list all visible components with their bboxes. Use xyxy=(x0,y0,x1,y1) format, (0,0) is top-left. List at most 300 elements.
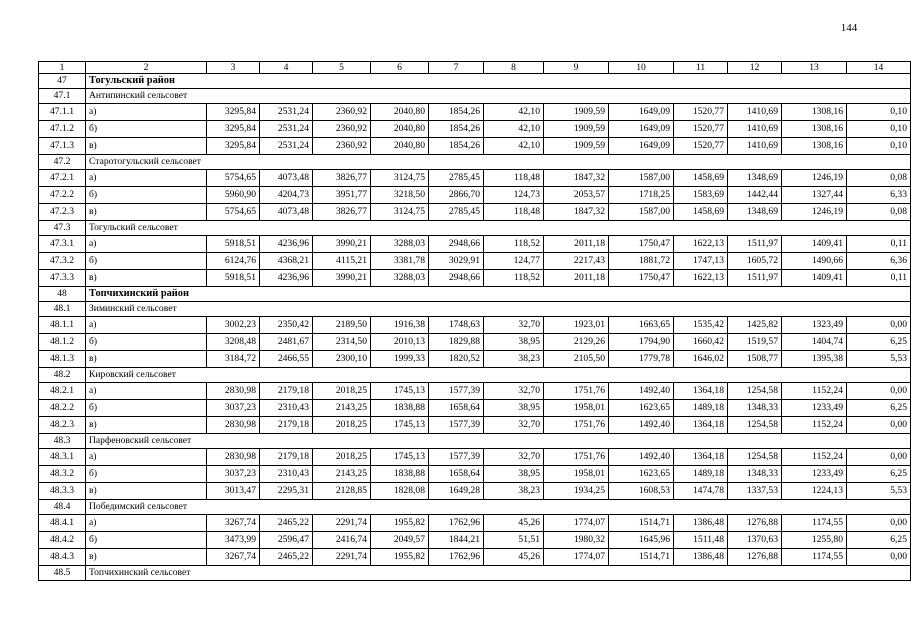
row-label: а) xyxy=(86,449,207,466)
value-cell: 1308,16 xyxy=(782,104,847,121)
value-cell: 1750,47 xyxy=(609,270,674,287)
value-cell: 2785,45 xyxy=(429,170,484,187)
value-cell: 1458,69 xyxy=(674,170,728,187)
value-cell: 1854,26 xyxy=(429,121,484,138)
value-cell: 3124,75 xyxy=(371,170,429,187)
value-cell: 1519,57 xyxy=(728,334,782,351)
value-cell: 1520,77 xyxy=(674,121,728,138)
table-body xyxy=(39,62,911,581)
value-cell: 3295,84 xyxy=(207,138,260,155)
value-cell: 1587,00 xyxy=(609,170,674,187)
value-cell: 1489,18 xyxy=(674,400,728,417)
value-cell: 42,10 xyxy=(484,121,544,138)
value-cell: 3208,48 xyxy=(207,334,260,351)
value-cell: 0,08 xyxy=(847,170,911,187)
value-cell: 1535,42 xyxy=(674,317,728,334)
value-cell: 2465,22 xyxy=(260,515,313,532)
table-row xyxy=(39,104,911,121)
value-cell: 45,26 xyxy=(484,515,544,532)
value-cell: 1660,42 xyxy=(674,334,728,351)
value-cell: 6,33 xyxy=(847,187,911,204)
value-cell: 1404,74 xyxy=(782,334,847,351)
header-cell: 12 xyxy=(728,62,782,74)
header-cell: 4 xyxy=(260,62,313,74)
value-cell: 1747,13 xyxy=(674,253,728,270)
value-cell: 1649,09 xyxy=(609,121,674,138)
value-cell: 1658,64 xyxy=(429,466,484,483)
value-cell: 1608,53 xyxy=(609,483,674,500)
value-cell: 1577,39 xyxy=(429,417,484,434)
row-label: б) xyxy=(86,466,207,483)
value-cell: 3218,50 xyxy=(371,187,429,204)
value-cell: 1386,48 xyxy=(674,549,728,566)
value-cell: 2360,92 xyxy=(313,121,371,138)
row-number: 48.3.3 xyxy=(39,483,86,500)
row-label: в) xyxy=(86,549,207,566)
value-cell: 3013,47 xyxy=(207,483,260,500)
value-cell: 3288,03 xyxy=(371,236,429,253)
table-row xyxy=(39,400,911,417)
value-cell: 4204,73 xyxy=(260,187,313,204)
value-cell: 1847,32 xyxy=(544,170,609,187)
value-cell: 1745,13 xyxy=(371,417,429,434)
row-label: б) xyxy=(86,187,207,204)
value-cell: 0,00 xyxy=(847,449,911,466)
value-cell: 1410,69 xyxy=(728,104,782,121)
value-cell: 2010,13 xyxy=(371,334,429,351)
value-cell: 6,25 xyxy=(847,466,911,483)
district-name: Топчихинский район xyxy=(86,287,911,302)
value-cell: 2948,66 xyxy=(429,270,484,287)
value-cell: 1425,82 xyxy=(728,317,782,334)
table-row xyxy=(39,236,911,253)
council-row xyxy=(39,434,911,449)
council-name: Антипинский сельсовет xyxy=(86,89,911,104)
value-cell: 1474,78 xyxy=(674,483,728,500)
district-number: 47 xyxy=(39,74,86,89)
value-cell: 1750,47 xyxy=(609,236,674,253)
value-cell: 2018,25 xyxy=(313,383,371,400)
value-cell: 1663,65 xyxy=(609,317,674,334)
value-cell: 5918,51 xyxy=(207,270,260,287)
row-number: 48.4.3 xyxy=(39,549,86,566)
table-row xyxy=(39,138,911,155)
value-cell: 38,95 xyxy=(484,400,544,417)
value-cell: 1511,48 xyxy=(674,532,728,549)
header-cell: 7 xyxy=(429,62,484,74)
value-cell: 3826,77 xyxy=(313,204,371,221)
value-cell: 4236,96 xyxy=(260,270,313,287)
value-cell: 5754,65 xyxy=(207,170,260,187)
row-label: а) xyxy=(86,236,207,253)
value-cell: 1348,69 xyxy=(728,170,782,187)
value-cell: 2011,18 xyxy=(544,236,609,253)
value-cell: 1276,88 xyxy=(728,515,782,532)
row-label: в) xyxy=(86,483,207,500)
value-cell: 0,00 xyxy=(847,515,911,532)
district-row xyxy=(39,74,911,89)
value-cell: 45,26 xyxy=(484,549,544,566)
value-cell: 118,48 xyxy=(484,204,544,221)
table-row xyxy=(39,449,911,466)
value-cell: 1490,66 xyxy=(782,253,847,270)
value-cell: 2189,50 xyxy=(313,317,371,334)
value-cell: 2143,25 xyxy=(313,466,371,483)
value-cell: 32,70 xyxy=(484,449,544,466)
value-cell: 3473,99 xyxy=(207,532,260,549)
value-cell: 3826,77 xyxy=(313,170,371,187)
council-row xyxy=(39,155,911,170)
table-row xyxy=(39,549,911,566)
row-number: 47.1.2 xyxy=(39,121,86,138)
value-cell: 1955,82 xyxy=(371,515,429,532)
value-cell: 3990,21 xyxy=(313,270,371,287)
value-cell: 1348,33 xyxy=(728,466,782,483)
value-cell: 1838,88 xyxy=(371,400,429,417)
row-label: а) xyxy=(86,104,207,121)
value-cell: 2310,43 xyxy=(260,400,313,417)
header-cell: 10 xyxy=(609,62,674,74)
value-cell: 1745,13 xyxy=(371,383,429,400)
row-number: 48.3.2 xyxy=(39,466,86,483)
value-cell: 1174,55 xyxy=(782,549,847,566)
value-cell: 1748,63 xyxy=(429,317,484,334)
value-cell: 1820,52 xyxy=(429,351,484,368)
value-cell: 0,00 xyxy=(847,417,911,434)
value-cell: 1364,18 xyxy=(674,449,728,466)
table-row xyxy=(39,532,911,549)
district-number: 48 xyxy=(39,287,86,302)
value-cell: 2291,74 xyxy=(313,549,371,566)
value-cell: 2179,18 xyxy=(260,449,313,466)
value-cell: 2531,24 xyxy=(260,138,313,155)
value-cell: 1511,97 xyxy=(728,270,782,287)
district-row xyxy=(39,287,911,302)
value-cell: 1348,69 xyxy=(728,204,782,221)
row-number: 48.1.3 xyxy=(39,351,86,368)
value-cell: 32,70 xyxy=(484,317,544,334)
value-cell: 2040,80 xyxy=(371,138,429,155)
value-cell: 118,48 xyxy=(484,170,544,187)
value-cell: 1745,13 xyxy=(371,449,429,466)
council-row xyxy=(39,500,911,515)
row-number: 48.2.2 xyxy=(39,400,86,417)
value-cell: 1909,59 xyxy=(544,138,609,155)
value-cell: 3184,72 xyxy=(207,351,260,368)
value-cell: 1980,32 xyxy=(544,532,609,549)
council-name: Победимский сельсовет xyxy=(86,500,911,515)
table-row xyxy=(39,187,911,204)
row-number: 47.3.2 xyxy=(39,253,86,270)
header-cell: 6 xyxy=(371,62,429,74)
value-cell: 1348,33 xyxy=(728,400,782,417)
council-name: Парфеновский сельсовет xyxy=(86,434,911,449)
table-row xyxy=(39,515,911,532)
value-cell: 2314,50 xyxy=(313,334,371,351)
value-cell: 4368,21 xyxy=(260,253,313,270)
value-cell: 118,52 xyxy=(484,270,544,287)
value-cell: 1934,25 xyxy=(544,483,609,500)
council-number: 48.3 xyxy=(39,434,86,449)
value-cell: 1645,96 xyxy=(609,532,674,549)
page-number: 144 xyxy=(840,22,858,34)
row-number: 47.2.2 xyxy=(39,187,86,204)
value-cell: 2360,92 xyxy=(313,138,371,155)
header-row xyxy=(39,62,911,74)
council-name: Топчихинский сельсовет xyxy=(86,566,911,581)
value-cell: 1337,53 xyxy=(728,483,782,500)
value-cell: 1577,39 xyxy=(429,449,484,466)
table-row xyxy=(39,383,911,400)
value-cell: 1649,09 xyxy=(609,138,674,155)
value-cell: 2785,45 xyxy=(429,204,484,221)
value-cell: 2596,47 xyxy=(260,532,313,549)
row-number: 47.1.1 xyxy=(39,104,86,121)
value-cell: 1762,96 xyxy=(429,549,484,566)
header-cell: 3 xyxy=(207,62,260,74)
value-cell: 1623,65 xyxy=(609,400,674,417)
value-cell: 1511,97 xyxy=(728,236,782,253)
value-cell: 3267,74 xyxy=(207,515,260,532)
value-cell: 1323,49 xyxy=(782,317,847,334)
value-cell: 1395,38 xyxy=(782,351,847,368)
value-cell: 2295,31 xyxy=(260,483,313,500)
value-cell: 1577,39 xyxy=(429,383,484,400)
council-name: Тогульский сельсовет xyxy=(86,221,911,236)
value-cell: 1955,82 xyxy=(371,549,429,566)
value-cell: 2011,18 xyxy=(544,270,609,287)
value-cell: 1605,72 xyxy=(728,253,782,270)
value-cell: 1751,76 xyxy=(544,417,609,434)
value-cell: 5960,90 xyxy=(207,187,260,204)
value-cell: 2300,10 xyxy=(313,351,371,368)
row-number: 48.3.1 xyxy=(39,449,86,466)
value-cell: 1514,71 xyxy=(609,515,674,532)
value-cell: 5754,65 xyxy=(207,204,260,221)
value-cell: 3295,84 xyxy=(207,104,260,121)
value-cell: 4073,48 xyxy=(260,170,313,187)
value-cell: 1587,00 xyxy=(609,204,674,221)
value-cell: 42,10 xyxy=(484,138,544,155)
value-cell: 1233,49 xyxy=(782,466,847,483)
council-row xyxy=(39,566,911,581)
header-cell: 14 xyxy=(847,62,911,74)
table-row xyxy=(39,270,911,287)
value-cell: 0,11 xyxy=(847,236,911,253)
council-row xyxy=(39,221,911,236)
table-row xyxy=(39,170,911,187)
value-cell: 2179,18 xyxy=(260,383,313,400)
row-number: 48.4.1 xyxy=(39,515,86,532)
table-row xyxy=(39,466,911,483)
value-cell: 1152,24 xyxy=(782,417,847,434)
value-cell: 1409,41 xyxy=(782,270,847,287)
row-label: в) xyxy=(86,204,207,221)
value-cell: 0,00 xyxy=(847,549,911,566)
value-cell: 2049,57 xyxy=(371,532,429,549)
value-cell: 1838,88 xyxy=(371,466,429,483)
table-row xyxy=(39,253,911,270)
row-label: а) xyxy=(86,515,207,532)
value-cell: 2830,98 xyxy=(207,449,260,466)
council-name: Зиминский сельсовет xyxy=(86,302,911,317)
value-cell: 0,00 xyxy=(847,383,911,400)
value-cell: 3990,21 xyxy=(313,236,371,253)
value-cell: 1854,26 xyxy=(429,138,484,155)
value-cell: 1649,28 xyxy=(429,483,484,500)
value-cell: 1152,24 xyxy=(782,449,847,466)
value-cell: 32,70 xyxy=(484,383,544,400)
table-row xyxy=(39,483,911,500)
value-cell: 3037,23 xyxy=(207,466,260,483)
header-cell: 13 xyxy=(782,62,847,74)
row-number: 47.2.1 xyxy=(39,170,86,187)
value-cell: 1762,96 xyxy=(429,515,484,532)
value-cell: 5,53 xyxy=(847,483,911,500)
council-row xyxy=(39,89,911,104)
value-cell: 1276,88 xyxy=(728,549,782,566)
value-cell: 2350,42 xyxy=(260,317,313,334)
value-cell: 2531,24 xyxy=(260,121,313,138)
value-cell: 1623,65 xyxy=(609,466,674,483)
value-cell: 1386,48 xyxy=(674,515,728,532)
value-cell: 2053,57 xyxy=(544,187,609,204)
header-cell: 11 xyxy=(674,62,728,74)
value-cell: 1308,16 xyxy=(782,121,847,138)
value-cell: 1658,64 xyxy=(429,400,484,417)
value-cell: 3267,74 xyxy=(207,549,260,566)
value-cell: 6,25 xyxy=(847,334,911,351)
row-label: а) xyxy=(86,317,207,334)
value-cell: 2310,43 xyxy=(260,466,313,483)
council-name: Кировский сельсовет xyxy=(86,368,911,383)
value-cell: 124,73 xyxy=(484,187,544,204)
value-cell: 1233,49 xyxy=(782,400,847,417)
council-number: 48.5 xyxy=(39,566,86,581)
value-cell: 1508,77 xyxy=(728,351,782,368)
value-cell: 1854,26 xyxy=(429,104,484,121)
council-row xyxy=(39,302,911,317)
value-cell: 1751,76 xyxy=(544,449,609,466)
value-cell: 2018,25 xyxy=(313,417,371,434)
row-label: в) xyxy=(86,351,207,368)
value-cell: 42,10 xyxy=(484,104,544,121)
value-cell: 5918,51 xyxy=(207,236,260,253)
row-label: а) xyxy=(86,170,207,187)
value-cell: 0,00 xyxy=(847,317,911,334)
table-row xyxy=(39,204,911,221)
value-cell: 1794,90 xyxy=(609,334,674,351)
value-cell: 32,70 xyxy=(484,417,544,434)
header-cell: 8 xyxy=(484,62,544,74)
value-cell: 1489,18 xyxy=(674,466,728,483)
row-label: б) xyxy=(86,400,207,417)
value-cell: 0,10 xyxy=(847,104,911,121)
value-cell: 1909,59 xyxy=(544,121,609,138)
value-cell: 38,23 xyxy=(484,351,544,368)
council-number: 48.2 xyxy=(39,368,86,383)
value-cell: 0,10 xyxy=(847,121,911,138)
council-name: Старотогульский сельсовет xyxy=(86,155,911,170)
value-cell: 4073,48 xyxy=(260,204,313,221)
value-cell: 1254,58 xyxy=(728,383,782,400)
value-cell: 38,95 xyxy=(484,334,544,351)
value-cell: 1718,25 xyxy=(609,187,674,204)
value-cell: 2466,55 xyxy=(260,351,313,368)
value-cell: 1246,19 xyxy=(782,204,847,221)
table-row xyxy=(39,334,911,351)
row-label: в) xyxy=(86,138,207,155)
value-cell: 3381,78 xyxy=(371,253,429,270)
row-label: б) xyxy=(86,532,207,549)
value-cell: 1409,41 xyxy=(782,236,847,253)
value-cell: 3288,03 xyxy=(371,270,429,287)
value-cell: 2040,80 xyxy=(371,121,429,138)
row-number: 47.3.3 xyxy=(39,270,86,287)
council-number: 47.3 xyxy=(39,221,86,236)
value-cell: 1909,59 xyxy=(544,104,609,121)
value-cell: 1828,08 xyxy=(371,483,429,500)
value-cell: 1916,38 xyxy=(371,317,429,334)
value-cell: 1881,72 xyxy=(609,253,674,270)
value-cell: 6124,76 xyxy=(207,253,260,270)
table-row xyxy=(39,417,911,434)
value-cell: 1410,69 xyxy=(728,121,782,138)
value-cell: 1370,63 xyxy=(728,532,782,549)
value-cell: 51,51 xyxy=(484,532,544,549)
row-number: 48.2.1 xyxy=(39,383,86,400)
value-cell: 5,53 xyxy=(847,351,911,368)
value-cell: 4236,96 xyxy=(260,236,313,253)
header-cell: 9 xyxy=(544,62,609,74)
value-cell: 1224,13 xyxy=(782,483,847,500)
value-cell: 1327,44 xyxy=(782,187,847,204)
value-cell: 1492,40 xyxy=(609,383,674,400)
value-cell: 2866,70 xyxy=(429,187,484,204)
value-cell: 118,52 xyxy=(484,236,544,253)
value-cell: 1774,07 xyxy=(544,549,609,566)
row-label: б) xyxy=(86,334,207,351)
value-cell: 2217,43 xyxy=(544,253,609,270)
value-cell: 2416,74 xyxy=(313,532,371,549)
value-cell: 2143,25 xyxy=(313,400,371,417)
value-cell: 3124,75 xyxy=(371,204,429,221)
district-name: Тогульский район xyxy=(86,74,911,89)
value-cell: 1492,40 xyxy=(609,449,674,466)
value-cell: 6,36 xyxy=(847,253,911,270)
value-cell: 1458,69 xyxy=(674,204,728,221)
row-number: 47.2.3 xyxy=(39,204,86,221)
value-cell: 1999,33 xyxy=(371,351,429,368)
table-row xyxy=(39,317,911,334)
value-cell: 38,95 xyxy=(484,466,544,483)
value-cell: 1622,13 xyxy=(674,236,728,253)
row-label: б) xyxy=(86,253,207,270)
value-cell: 4115,21 xyxy=(313,253,371,270)
value-cell: 0,11 xyxy=(847,270,911,287)
row-number: 48.4.2 xyxy=(39,532,86,549)
value-cell: 3295,84 xyxy=(207,121,260,138)
value-cell: 1774,07 xyxy=(544,515,609,532)
council-number: 47.2 xyxy=(39,155,86,170)
value-cell: 1514,71 xyxy=(609,549,674,566)
value-cell: 38,23 xyxy=(484,483,544,500)
row-label: в) xyxy=(86,270,207,287)
row-number: 48.2.3 xyxy=(39,417,86,434)
value-cell: 1520,77 xyxy=(674,138,728,155)
row-number: 48.1.2 xyxy=(39,334,86,351)
value-cell: 2040,80 xyxy=(371,104,429,121)
